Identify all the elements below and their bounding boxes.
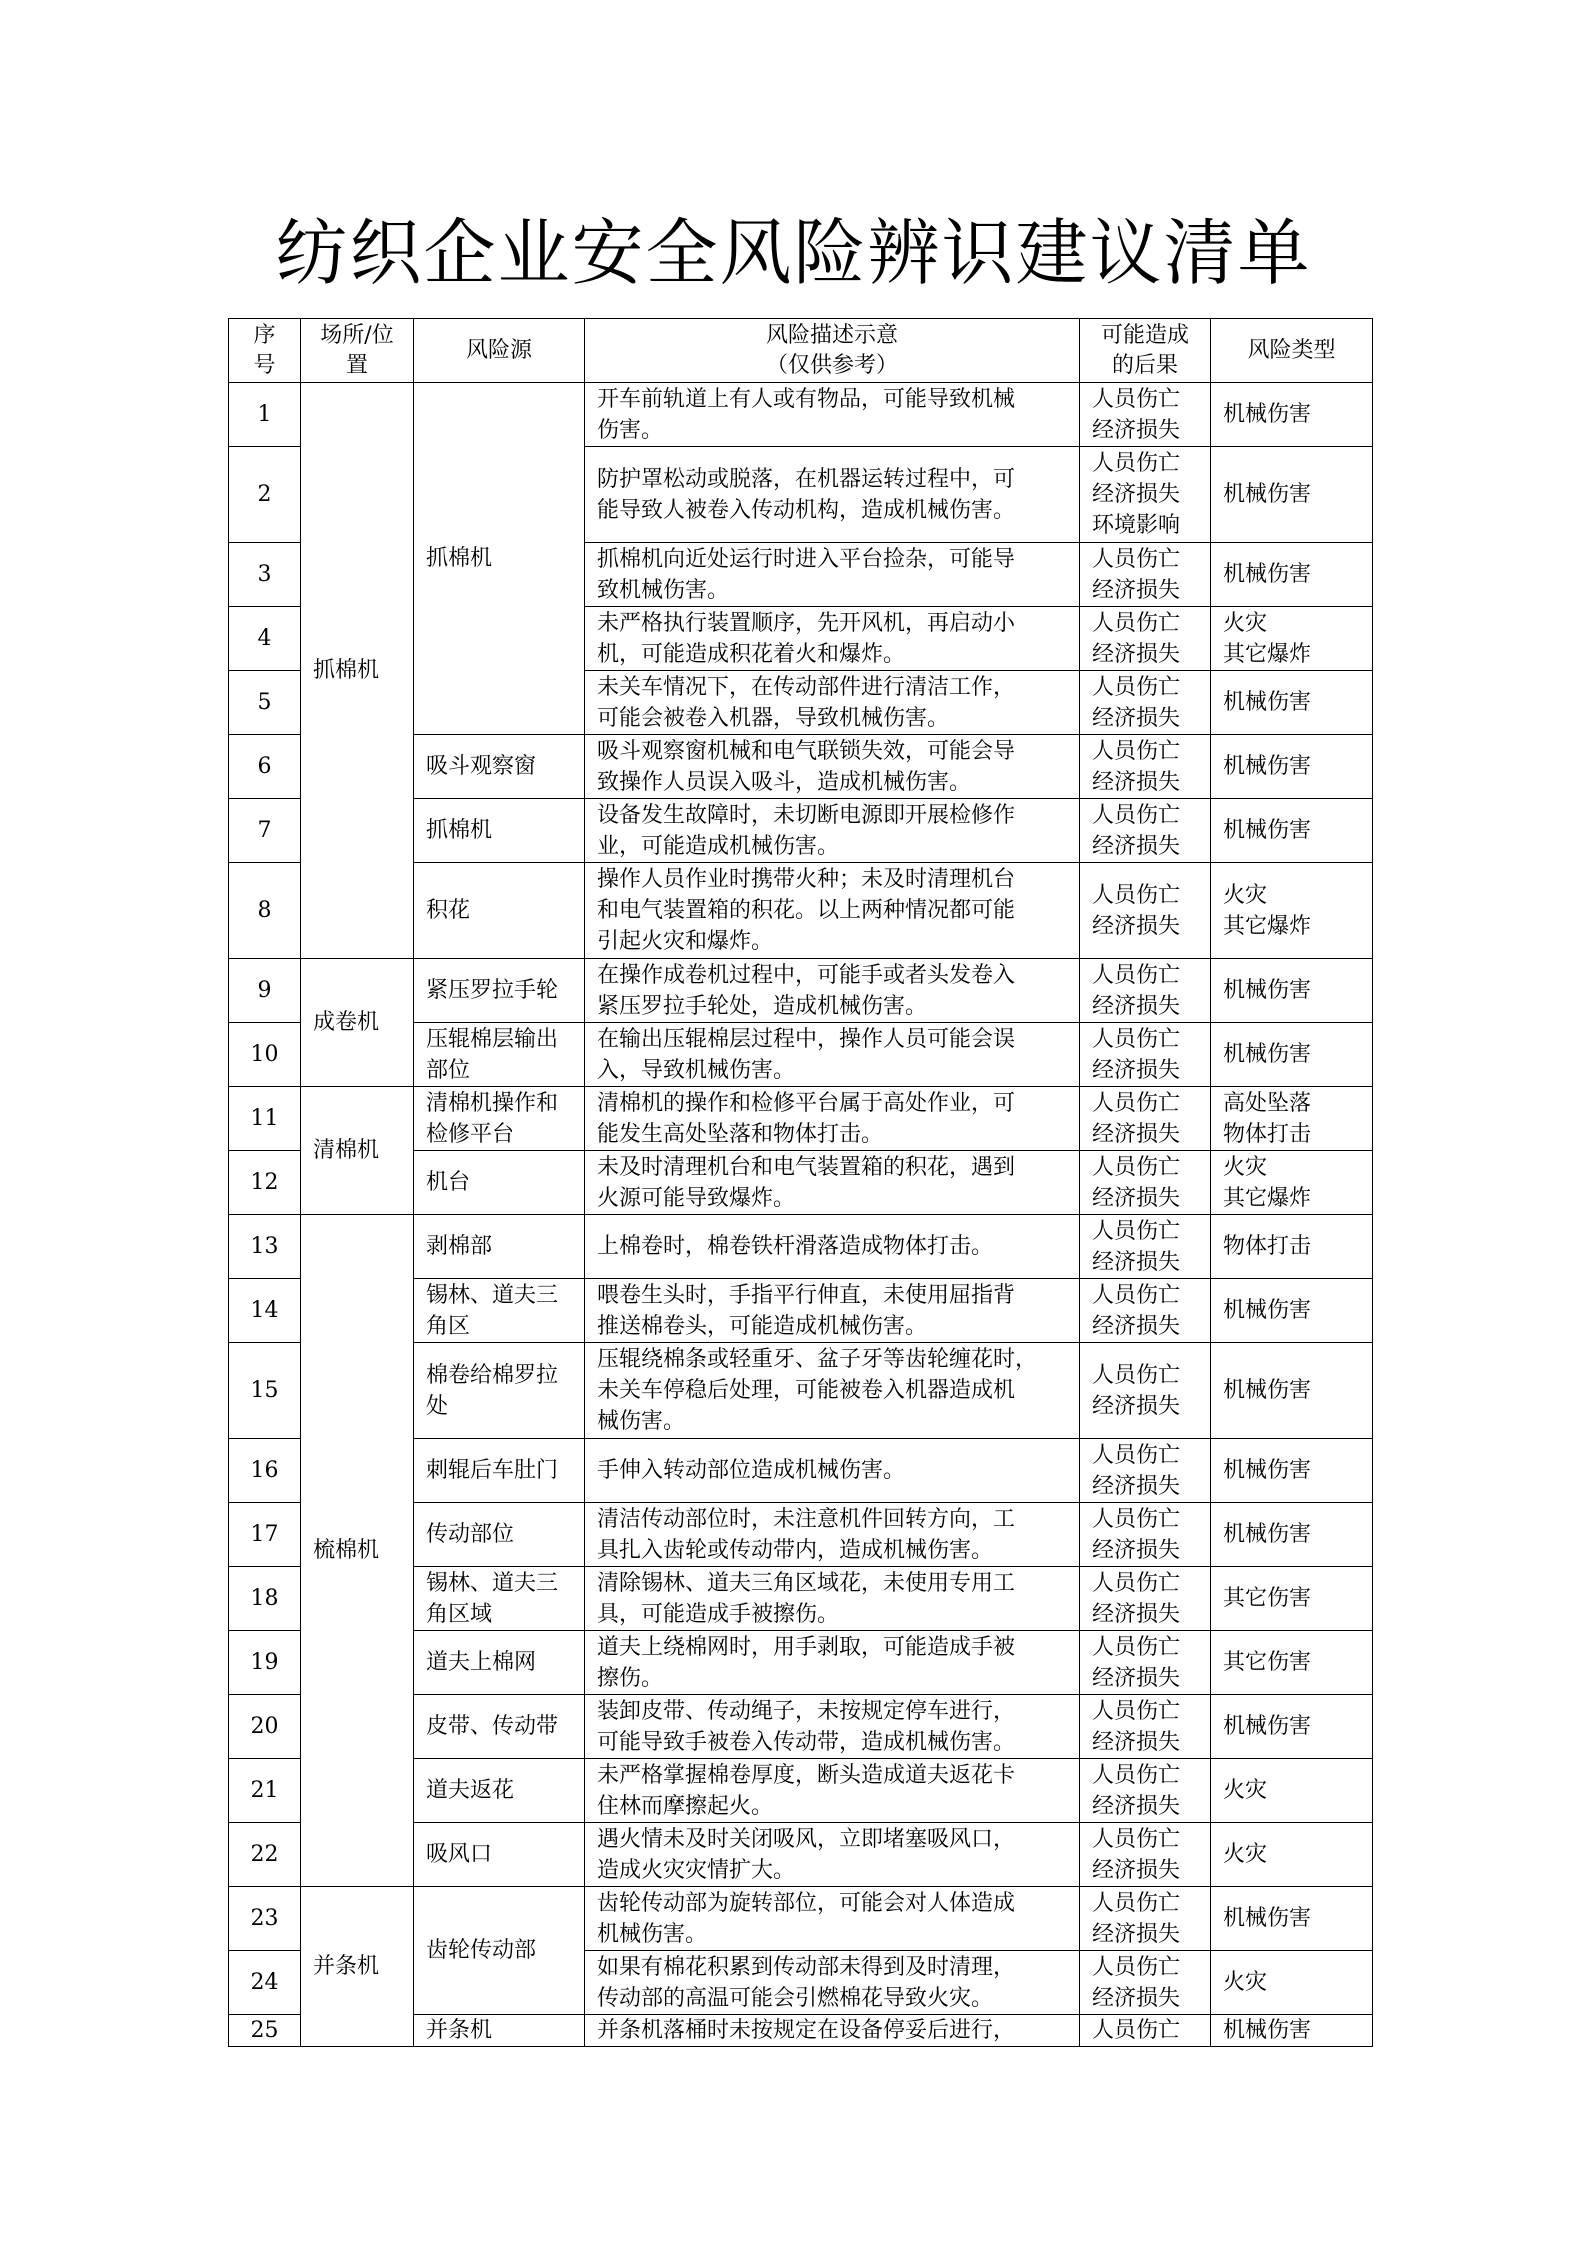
cell-risk-type: 火灾 其它爆炸 xyxy=(1211,863,1373,959)
cell-seq: 3 xyxy=(229,543,301,607)
cell-source: 吸风口 xyxy=(414,1823,585,1887)
cell-seq: 12 xyxy=(229,1151,301,1215)
cell-risk-type: 机械伤害 xyxy=(1211,959,1373,1023)
cell-description: 如果有棉花积累到传动部未得到及时清理， 传动部的高温可能会引燃棉花导致火灾。 xyxy=(585,1951,1080,2015)
cell-risk-type: 其它伤害 xyxy=(1211,1631,1373,1695)
cell-consequence: 人员伤亡 经济损失 xyxy=(1080,1951,1211,2015)
cell-source: 传动部位 xyxy=(414,1503,585,1567)
cell-consequence: 人员伤亡 经济损失 xyxy=(1080,1087,1211,1151)
cell-seq: 25 xyxy=(229,2015,301,2047)
header-source: 风险源 xyxy=(414,319,585,383)
cell-consequence: 人员伤亡 经济损失 xyxy=(1080,383,1211,447)
cell-source: 抓棉机 xyxy=(414,383,585,735)
cell-consequence: 人员伤亡 经济损失 xyxy=(1080,1503,1211,1567)
table-body xyxy=(229,383,1373,2047)
cell-seq: 5 xyxy=(229,671,301,735)
cell-seq: 2 xyxy=(229,447,301,543)
cell-description: 清除锡林、道夫三角区域花，未使用专用工 具，可能造成手被擦伤。 xyxy=(585,1567,1080,1631)
cell-risk-type: 高处坠落 物体打击 xyxy=(1211,1087,1373,1151)
cell-seq: 13 xyxy=(229,1215,301,1279)
cell-consequence: 人员伤亡 经济损失 xyxy=(1080,671,1211,735)
cell-consequence: 人员伤亡 经济损失 xyxy=(1080,1439,1211,1503)
cell-source: 皮带、传动带 xyxy=(414,1695,585,1759)
cell-seq: 17 xyxy=(229,1503,301,1567)
risk-table xyxy=(228,318,1373,2047)
cell-risk-type: 机械伤害 xyxy=(1211,1503,1373,1567)
table-row xyxy=(229,1887,1373,1951)
cell-consequence: 人员伤亡 经济损失 xyxy=(1080,1823,1211,1887)
cell-place: 成卷机 xyxy=(301,959,414,1087)
table-row xyxy=(229,383,1373,447)
cell-source: 机台 xyxy=(414,1151,585,1215)
cell-source: 压辊棉层输出部位 xyxy=(414,1023,585,1087)
cell-risk-type: 机械伤害 xyxy=(1211,671,1373,735)
cell-place: 梳棉机 xyxy=(301,1215,414,1887)
cell-consequence: 人员伤亡 经济损失 环境影响 xyxy=(1080,447,1211,543)
cell-consequence: 人员伤亡 经济损失 xyxy=(1080,959,1211,1023)
cell-consequence: 人员伤亡 经济损失 xyxy=(1080,1567,1211,1631)
cell-consequence: 人员伤亡 经济损失 xyxy=(1080,543,1211,607)
cell-source: 积花 xyxy=(414,863,585,959)
cell-source: 刺辊后车肚门 xyxy=(414,1439,585,1503)
cell-source: 紧压罗拉手轮 xyxy=(414,959,585,1023)
cell-consequence: 人员伤亡 经济损失 xyxy=(1080,863,1211,959)
cell-seq: 15 xyxy=(229,1343,301,1439)
cell-consequence: 人员伤亡 经济损失 xyxy=(1080,1887,1211,1951)
cell-seq: 21 xyxy=(229,1759,301,1823)
cell-risk-type: 其它伤害 xyxy=(1211,1567,1373,1631)
cell-risk-type: 机械伤害 xyxy=(1211,1279,1373,1343)
cell-description: 并条机落桶时未按规定在设备停妥后进行， xyxy=(585,2015,1080,2047)
cell-risk-type: 机械伤害 xyxy=(1211,1439,1373,1503)
cell-risk-type: 机械伤害 xyxy=(1211,2015,1373,2047)
cell-description: 操作人员作业时携带火种；未及时清理机台 和电气装置箱的积花。以上两种情况都可能 引起火灾和爆炸。 xyxy=(585,863,1080,959)
cell-description: 设备发生故障时，未切断电源即开展检修作 业，可能造成机械伤害。 xyxy=(585,799,1080,863)
cell-risk-type: 机械伤害 xyxy=(1211,1023,1373,1087)
cell-consequence: 人员伤亡 经济损失 xyxy=(1080,1343,1211,1439)
cell-place: 清棉机 xyxy=(301,1087,414,1215)
header-risk-type: 风险类型 xyxy=(1211,319,1373,383)
cell-seq: 10 xyxy=(229,1023,301,1087)
cell-source: 棉卷给棉罗拉处 xyxy=(414,1343,585,1439)
cell-seq: 16 xyxy=(229,1439,301,1503)
cell-risk-type: 火灾 xyxy=(1211,1823,1373,1887)
cell-seq: 14 xyxy=(229,1279,301,1343)
cell-description: 在操作成卷机过程中，可能手或者头发卷入 紧压罗拉手轮处，造成机械伤害。 xyxy=(585,959,1080,1023)
cell-description: 齿轮传动部为旋转部位，可能会对人体造成 机械伤害。 xyxy=(585,1887,1080,1951)
cell-seq: 24 xyxy=(229,1951,301,2015)
cell-risk-type: 火灾 其它爆炸 xyxy=(1211,1151,1373,1215)
cell-consequence: 人员伤亡 经济损失 xyxy=(1080,1695,1211,1759)
cell-description: 遇火情未及时关闭吸风，立即堵塞吸风口， 造成火灾灾情扩大。 xyxy=(585,1823,1080,1887)
cell-source: 剥棉部 xyxy=(414,1215,585,1279)
page-title: 纺织企业安全风险辨识建议清单 xyxy=(275,211,1312,295)
cell-description: 防护罩松动或脱落，在机器运转过程中，可 能导致人被卷入传动机构，造成机械伤害。 xyxy=(585,447,1080,543)
cell-description: 清棉机的操作和检修平台属于高处作业，可 能发生高处坠落和物体打击。 xyxy=(585,1087,1080,1151)
cell-description: 未严格掌握棉卷厚度，断头造成道夫返花卡 住林而摩擦起火。 xyxy=(585,1759,1080,1823)
cell-consequence: 人员伤亡 经济损失 xyxy=(1080,735,1211,799)
table-row xyxy=(229,1215,1373,1279)
cell-description: 喂卷生头时，手指平行伸直，未使用屈指背 推送棉卷头，可能造成机械伤害。 xyxy=(585,1279,1080,1343)
cell-source: 锡林、道夫三角区域 xyxy=(414,1567,585,1631)
cell-description: 抓棉机向近处运行时进入平台捡杂，可能导 致机械伤害。 xyxy=(585,543,1080,607)
cell-description: 压辊绕棉条或轻重牙、盆子牙等齿轮缠花时， 未关车停稳后处理，可能被卷入机器造成机 械伤害。 xyxy=(585,1343,1080,1439)
cell-description: 未及时清理机台和电气装置箱的积花，遇到 火源可能导致爆炸。 xyxy=(585,1151,1080,1215)
cell-source: 并条机 xyxy=(414,2015,585,2047)
cell-description: 上棉卷时，棉卷铁杆滑落造成物体打击。 xyxy=(585,1215,1080,1279)
cell-description: 清洁传动部位时，未注意机件回转方向，工 具扎入齿轮或传动带内，造成机械伤害。 xyxy=(585,1503,1080,1567)
cell-risk-type: 火灾 其它爆炸 xyxy=(1211,607,1373,671)
cell-risk-type: 机械伤害 xyxy=(1211,383,1373,447)
cell-seq: 4 xyxy=(229,607,301,671)
cell-risk-type: 火灾 xyxy=(1211,1951,1373,2015)
table-header-row xyxy=(229,319,1373,383)
header-description: 风险描述示意 （仅供参考） xyxy=(585,319,1080,383)
cell-seq: 19 xyxy=(229,1631,301,1695)
cell-seq: 20 xyxy=(229,1695,301,1759)
cell-source: 吸斗观察窗 xyxy=(414,735,585,799)
cell-risk-type: 机械伤害 xyxy=(1211,543,1373,607)
table-row xyxy=(229,959,1373,1023)
cell-place: 抓棉机 xyxy=(301,383,414,959)
cell-consequence: 人员伤亡 经济损失 xyxy=(1080,799,1211,863)
cell-risk-type: 机械伤害 xyxy=(1211,799,1373,863)
cell-source: 清棉机操作和检修平台 xyxy=(414,1087,585,1151)
cell-consequence: 人员伤亡 经济损失 xyxy=(1080,1631,1211,1695)
cell-source: 齿轮传动部 xyxy=(414,1887,585,2015)
header-consequence: 可能造成 的后果 xyxy=(1080,319,1211,383)
cell-source: 抓棉机 xyxy=(414,799,585,863)
cell-risk-type: 机械伤害 xyxy=(1211,447,1373,543)
cell-seq: 6 xyxy=(229,735,301,799)
cell-place: 并条机 xyxy=(301,1887,414,2047)
cell-description: 吸斗观察窗机械和电气联锁失效，可能会导 致操作人员误入吸斗，造成机械伤害。 xyxy=(585,735,1080,799)
cell-seq: 9 xyxy=(229,959,301,1023)
cell-description: 开车前轨道上有人或有物品，可能导致机械 伤害。 xyxy=(585,383,1080,447)
cell-consequence: 人员伤亡 经济损失 xyxy=(1080,1759,1211,1823)
cell-risk-type: 机械伤害 xyxy=(1211,1695,1373,1759)
cell-description: 未关车情况下，在传动部件进行清洁工作， 可能会被卷入机器，导致机械伤害。 xyxy=(585,671,1080,735)
cell-consequence: 人员伤亡 经济损失 xyxy=(1080,1279,1211,1343)
cell-seq: 1 xyxy=(229,383,301,447)
cell-risk-type: 机械伤害 xyxy=(1211,1343,1373,1439)
cell-risk-type: 机械伤害 xyxy=(1211,1887,1373,1951)
cell-consequence: 人员伤亡 xyxy=(1080,2015,1211,2047)
cell-risk-type: 物体打击 xyxy=(1211,1215,1373,1279)
header-place: 场所/位 置 xyxy=(301,319,414,383)
cell-consequence: 人员伤亡 经济损失 xyxy=(1080,1215,1211,1279)
cell-description: 装卸皮带、传动绳子，未按规定停车进行， 可能导致手被卷入传动带，造成机械伤害。 xyxy=(585,1695,1080,1759)
cell-consequence: 人员伤亡 经济损失 xyxy=(1080,1151,1211,1215)
cell-seq: 18 xyxy=(229,1567,301,1631)
cell-source: 锡林、道夫三角区 xyxy=(414,1279,585,1343)
header-seq: 序 号 xyxy=(229,319,301,383)
cell-description: 在输出压辊棉层过程中，操作人员可能会误 入，导致机械伤害。 xyxy=(585,1023,1080,1087)
table-row xyxy=(229,1087,1373,1151)
cell-seq: 23 xyxy=(229,1887,301,1951)
cell-consequence: 人员伤亡 经济损失 xyxy=(1080,607,1211,671)
cell-description: 道夫上绕棉网时，用手剥取，可能造成手被 擦伤。 xyxy=(585,1631,1080,1695)
cell-consequence: 人员伤亡 经济损失 xyxy=(1080,1023,1211,1087)
cell-seq: 8 xyxy=(229,863,301,959)
cell-seq: 22 xyxy=(229,1823,301,1887)
cell-risk-type: 机械伤害 xyxy=(1211,735,1373,799)
cell-seq: 7 xyxy=(229,799,301,863)
cell-source: 道夫上棉网 xyxy=(414,1631,585,1695)
cell-risk-type: 火灾 xyxy=(1211,1759,1373,1823)
cell-description: 手伸入转动部位造成机械伤害。 xyxy=(585,1439,1080,1503)
cell-seq: 11 xyxy=(229,1087,301,1151)
cell-source: 道夫返花 xyxy=(414,1759,585,1823)
cell-description: 未严格执行装置顺序，先开风机，再启动小 机，可能造成积花着火和爆炸。 xyxy=(585,607,1080,671)
